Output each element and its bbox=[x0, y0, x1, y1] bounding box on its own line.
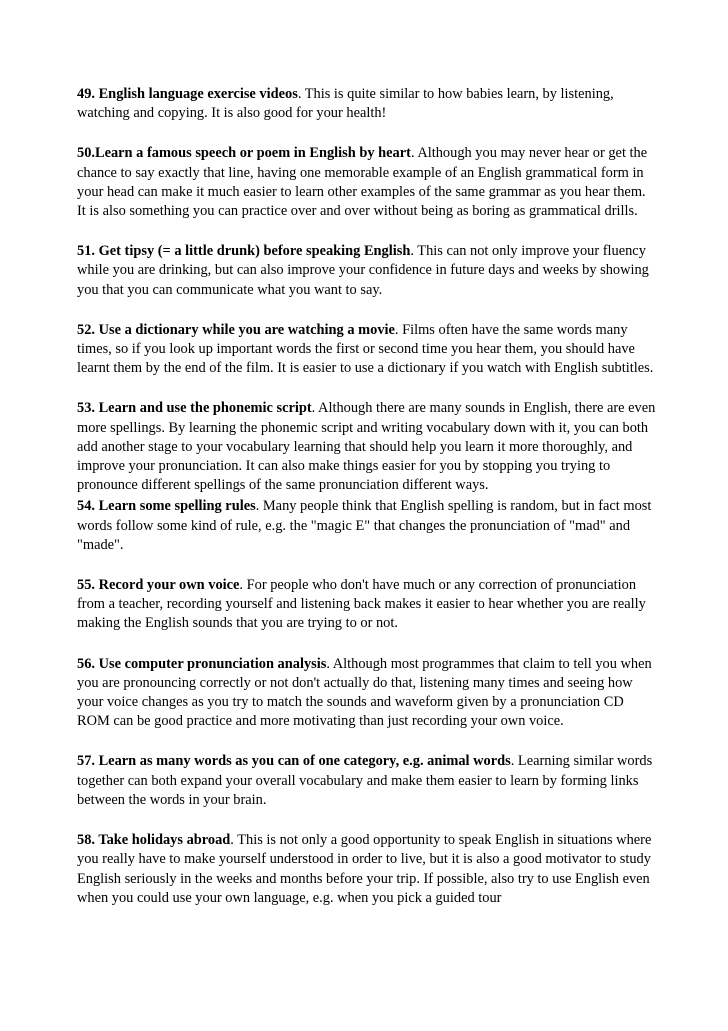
tip-heading: 50.Learn a famous speech or poem in English by heart bbox=[77, 145, 411, 162]
tip-body: . For people who don't have much or any correction of pronunciation from a teacher, recording yourself and listening back makes it easier to hear whether you are really making the English sounds that you are trying to or not. bbox=[77, 577, 646, 632]
tip-51 bbox=[77, 242, 657, 300]
tip-heading: 53. Learn and use the phonemic script bbox=[77, 400, 312, 417]
tip-body: . Many people think that English spelling is random, but in fact most words follow some kind of rule, e.g. the "magic E" that changes the pronunciation of "mad" and "made". bbox=[77, 498, 652, 553]
tip-body: . This is not only a good opportunity to speak English in situations where you really have to make yourself understood in order to live, but it is also a good motivator to study English seriously in the weeks and months before your trip. If possible, also try to use English even when you could use your own language, e.g. when you pick a guided tour bbox=[77, 832, 652, 906]
tip-body: . Although there are many sounds in English, there are even more spellings. By learning the phonemic script and writing vocabulary down with it, you can both add another stage to your vocabulary learning that should help you learn it more thoroughly, and improve your pronunciation. It can also make things easier for you by stopping you trying to pronounce different spellings of the same pronunciation different ways. bbox=[77, 400, 656, 494]
tip-heading: 56. Use computer pronunciation analysis bbox=[77, 655, 327, 672]
tip-body: . Although you may never hear or get the chance to say exactly that line, having one memorable example of an English grammatical form in your head can make it much easier to learn other examples of the same grammar as you hear them. It is also something you can practice over and over without being as boring as grammatical drills. bbox=[77, 145, 648, 220]
tip-heading: 51. Get tipsy (= a little drunk) before speaking English bbox=[77, 243, 411, 260]
tip-body: . Learning similar words together can both expand your overall vocabulary and make them easier to learn by forming links between the words in your brain. bbox=[77, 753, 653, 808]
tip-54 bbox=[77, 497, 657, 555]
tip-body: . This is quite similar to how babies learn, by listening, watching and copying. It is also good for your health! bbox=[77, 86, 614, 122]
tip-body: . Films often have the same words many times, so if you look up important words the first or second time you hear them, you should have learnt them by the end of the film. It is easier to use a dictionary if you watch with English subtitles. bbox=[77, 321, 654, 377]
tip-heading: 54. Learn some spelling rules bbox=[77, 498, 256, 515]
tip-52 bbox=[77, 321, 657, 379]
document-page bbox=[77, 85, 657, 908]
tip-53 bbox=[77, 399, 657, 495]
tip-50 bbox=[77, 144, 657, 221]
tip-heading: 58. Take holidays abroad bbox=[77, 832, 231, 849]
tip-49 bbox=[77, 85, 657, 123]
tip-heading: 49. English language exercise videos bbox=[77, 86, 298, 102]
tip-heading: 52. Use a dictionary while you are watching a movie bbox=[77, 321, 395, 338]
tip-55 bbox=[77, 576, 657, 634]
tip-body: . Although most programmes that claim to tell you when you are pronouncing correctly or not don't actually do that, listening many times and seeing how your voice changes as you try to match the sounds and waveform given by a pronunciation CD ROM can be good practice and more motivating than just recording your own voice. bbox=[77, 655, 652, 730]
tip-57 bbox=[77, 752, 657, 810]
tip-56 bbox=[77, 655, 657, 732]
tip-heading: 55. Record your own voice bbox=[77, 577, 240, 594]
tip-heading: 57. Learn as many words as you can of one category, e.g. animal words bbox=[77, 753, 511, 770]
tip-58 bbox=[77, 831, 657, 908]
tip-body: . This can not only improve your fluency while you are drinking, but can also improve your confidence in future days and weeks by showing you that you can communicate what you want to say. bbox=[77, 243, 649, 298]
